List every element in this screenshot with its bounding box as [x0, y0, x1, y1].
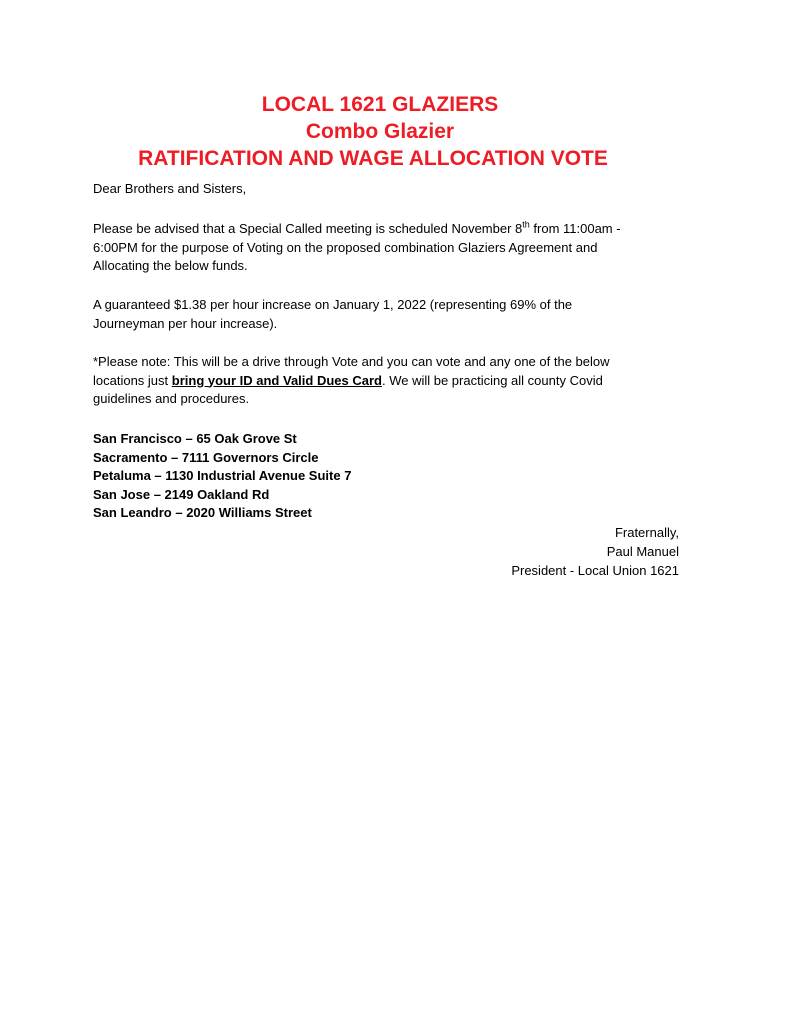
- paragraph-line: Allocating the below funds.: [93, 258, 248, 273]
- ordinal-suffix: th: [522, 219, 530, 230]
- signature-block: [511, 523, 679, 580]
- paragraph-line: *Please note: This will be a drive through Vote and you can vote and any one of the below: [93, 354, 610, 369]
- text-span: from 11:00am -: [529, 221, 621, 236]
- paragraph-vote-note: [93, 353, 693, 409]
- location-item: San Francisco – 65 Oak Grove St: [93, 431, 297, 446]
- location-item: San Jose – 2149 Oakland Rd: [93, 486, 270, 502]
- paragraph-line: guidelines and procedures.: [93, 391, 250, 406]
- title-vote: RATIFICATION AND WAGE ALLOCATION VOTE: [138, 147, 608, 170]
- location-item: San Leandro – 2020 Williams Street: [93, 505, 312, 520]
- subtitle-combo-glazier: Combo Glazier: [305, 120, 455, 143]
- paragraph-line: [93, 220, 693, 239]
- paragraph-wage-increase: [93, 296, 693, 333]
- text-span: . We will be practicing all county Covid: [381, 372, 603, 388]
- location-item: Petaluma – 1130 Industrial Avenue Suite 7: [93, 468, 352, 483]
- paragraph-meeting-notice: [93, 220, 693, 276]
- paragraph-line: A guaranteed $1.38 per hour increase on January 1, 2022 (representing 69% of the: [93, 297, 573, 312]
- emphasis-id-dues-card: bring your ID and Valid Dues Card: [171, 372, 382, 388]
- paragraph-line: Journeyman per hour increase).: [93, 315, 278, 331]
- paragraph-line: 6:00PM for the purpose of Voting on the proposed combination Glaziers Agreement and: [93, 239, 598, 255]
- text-span: Please be advised that a Special Called meeting is scheduled November 8: [93, 221, 523, 236]
- text-span: locations just: [93, 372, 172, 388]
- salutation: Dear Brothers and Sisters,: [93, 181, 247, 196]
- locations-list: [93, 430, 693, 523]
- signer-name: Paul Manuel: [606, 544, 679, 559]
- location-item: Sacramento – 7111 Governors Circle: [93, 449, 319, 465]
- signer-title: President - Local Union 1621: [511, 563, 679, 578]
- valediction: Fraternally,: [614, 525, 679, 540]
- paragraph-line: [93, 372, 693, 391]
- title-local-union: LOCAL 1621 GLAZIERS: [261, 93, 499, 116]
